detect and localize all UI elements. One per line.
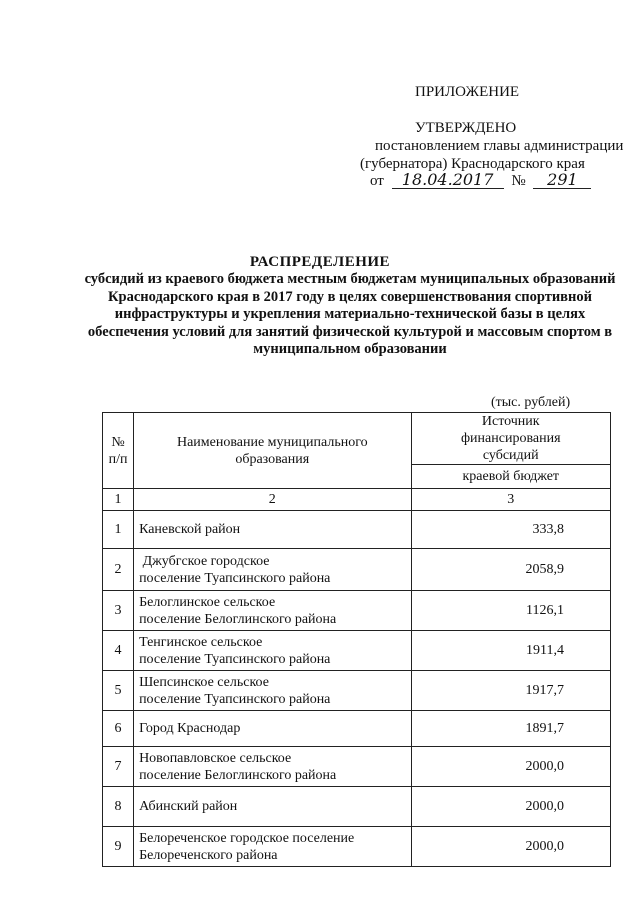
number-prefix: № <box>511 173 526 189</box>
row-amount: 2058,9 <box>411 549 610 591</box>
row-name: Шепсинское сельское поселение Туапсинского района <box>134 671 411 711</box>
row-number: 4 <box>103 631 134 671</box>
index-cell: 3 <box>411 489 610 511</box>
table-row <box>103 711 611 747</box>
row-name: Город Краснодар <box>134 711 411 747</box>
table-row <box>103 631 611 671</box>
row-amount: 1891,7 <box>411 711 610 747</box>
row-name: Тенгинское сельское поселение Туапсинского района <box>134 631 411 671</box>
row-number: 8 <box>103 787 134 827</box>
row-number: 2 <box>103 549 134 591</box>
row-amount: 2000,0 <box>411 747 610 787</box>
table-row <box>103 511 611 549</box>
row-name: Абинский район <box>134 787 411 827</box>
row-name: Каневской район <box>134 511 411 549</box>
header-name-cell: Наименование муниципального образования <box>134 413 411 489</box>
units-label: (тыс. рублей) <box>491 395 571 410</box>
subsidy-table <box>102 412 611 867</box>
header-number-cell: № п/п <box>103 413 134 489</box>
row-number: 7 <box>103 747 134 787</box>
row-name: Новопавловское сельское поселение Белоглинского района <box>134 747 411 787</box>
handwritten-date: 18.04.2017 <box>392 172 504 189</box>
governor-text: (губернатора) Краснодарского края <box>360 156 585 172</box>
table-row <box>103 671 611 711</box>
row-amount: 1126,1 <box>411 591 610 631</box>
row-name: Белоглинское сельское поселение Белоглинского района <box>134 591 411 631</box>
row-number: 6 <box>103 711 134 747</box>
row-amount: 333,8 <box>411 511 610 549</box>
index-cell: 2 <box>134 489 411 511</box>
table-row <box>103 787 611 827</box>
row-amount: 1911,4 <box>411 631 610 671</box>
header-budget-cell: краевой бюджет <box>411 465 610 489</box>
row-number: 3 <box>103 591 134 631</box>
appendix-label: ПРИЛОЖЕНИЕ <box>415 84 520 100</box>
table-row <box>103 827 611 867</box>
row-number: 1 <box>103 511 134 549</box>
row-number: 9 <box>103 827 134 867</box>
table-index-row <box>103 489 611 511</box>
row-amount: 1917,7 <box>411 671 610 711</box>
date-prefix: от <box>370 173 384 189</box>
table-row <box>103 747 611 787</box>
handwritten-number: 291 <box>533 172 591 189</box>
row-name: Белореченское городское поселение Белореченского района <box>134 827 411 867</box>
table-row <box>103 591 611 631</box>
date-number-line <box>370 172 591 190</box>
index-cell: 1 <box>103 489 134 511</box>
row-number: 5 <box>103 671 134 711</box>
approved-label: УТВЕРЖДЕНО <box>415 120 517 136</box>
row-amount: 2000,0 <box>411 827 610 867</box>
row-name: Джубгское городское поселение Туапсинского района <box>134 549 411 591</box>
row-amount: 2000,0 <box>411 787 610 827</box>
table-row <box>103 549 611 591</box>
approved-by-text: постановлением главы администрации <box>375 138 624 154</box>
header-source-cell: Источник финансирования субсидий <box>411 413 610 465</box>
table-header-row <box>103 413 611 465</box>
document-subtitle: субсидий из краевого бюджета местным бюджетам муниципальных образований Краснодарского края в 2017 году в целях совершенствования спортивной инфраструктуры и укрепления материально-технической базы в целях обеспечения условий для занятий физической культурой и массовым спортом в муниципальном образовании <box>84 271 616 357</box>
document-title: РАСПРЕДЕЛЕНИЕ <box>249 254 391 270</box>
